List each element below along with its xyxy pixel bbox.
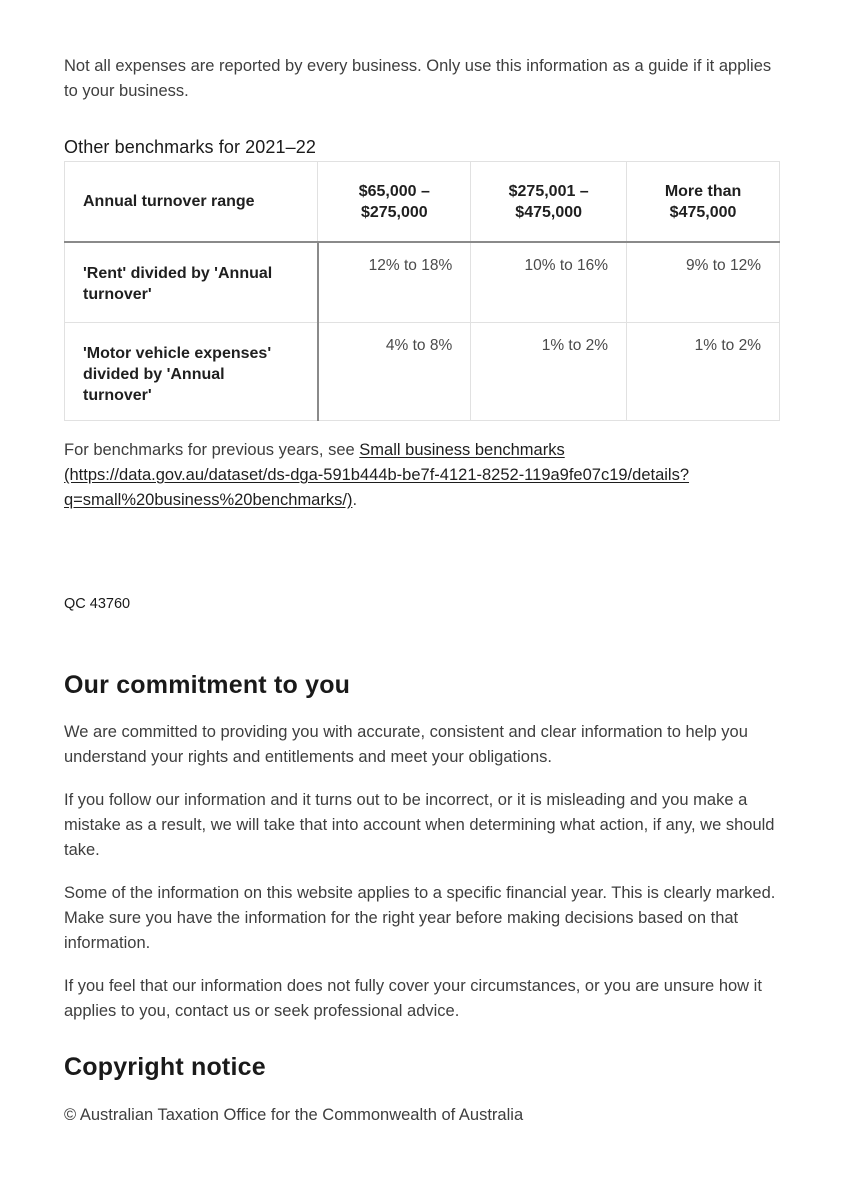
row-label-motor-vehicle xyxy=(65,322,318,420)
header-annual-turnover-range xyxy=(65,162,318,243)
table-cell: 12% to 18% xyxy=(318,242,471,322)
intro-paragraph: Not all expenses are reported by every business. Only use this information as a guide if it applies to your business. xyxy=(64,57,772,100)
table-cell: 9% to 12% xyxy=(627,242,780,322)
commitment-paragraph: If you follow our information and it turns out to be incorrect, or it is misleading and you make a mistake as a result, we will take that into account when determining what action, if any, we should take. xyxy=(64,791,775,859)
table-cell: 10% to 16% xyxy=(471,242,627,322)
row-label-line: divided by 'Annual xyxy=(83,365,225,383)
commitment-heading: Our commitment to you xyxy=(64,671,351,699)
qc-number: QC 43760 xyxy=(64,596,131,612)
row-label-line: turnover' xyxy=(83,386,152,404)
header-line: $65,000 – xyxy=(358,182,430,200)
header-line: Annual turnover range xyxy=(83,193,255,210)
table-header-row xyxy=(65,162,780,243)
header-line: $475,000 xyxy=(669,203,737,221)
header-line: $275,001 – xyxy=(508,182,589,200)
table-row-motor-vehicle xyxy=(65,322,780,420)
table-cell: 1% to 2% xyxy=(471,322,627,420)
previous-years-paragraph xyxy=(64,438,794,513)
header-line: $275,000 xyxy=(360,203,428,221)
header-range-2 xyxy=(471,162,627,243)
row-label-line: turnover' xyxy=(83,286,152,303)
row-label-rent xyxy=(65,242,318,322)
copyright-heading: Copyright notice xyxy=(64,1053,266,1081)
header-line: More than xyxy=(664,182,742,200)
commitment-paragraph: If you feel that our information does not fully cover your circumstances, or you are unsure how it applies to you, contact us or seek professional advice. xyxy=(64,977,762,1020)
table-caption: Other benchmarks for 2021–22 xyxy=(64,137,316,157)
commitment-section xyxy=(64,720,784,1042)
table-cell: 4% to 8% xyxy=(318,322,471,420)
commitment-paragraph: We are committed to providing you with accurate, consistent and clear information to help you understand your rights and entitlements and meet your obligations. xyxy=(64,723,748,766)
header-line: $475,000 xyxy=(515,203,583,221)
header-range-3 xyxy=(627,162,780,243)
commitment-paragraph: Some of the information on this website applies to a specific financial year. This is clearly marked. Make sure you have the information for the right year before making decisions based on that information. xyxy=(64,884,776,952)
previous-years-prefix: For benchmarks for previous years, see xyxy=(64,441,360,459)
row-label-line: 'Rent' divided by 'Annual xyxy=(83,265,273,282)
table-cell: 1% to 2% xyxy=(627,322,780,420)
table-row-rent xyxy=(65,242,780,322)
header-range-1 xyxy=(318,162,471,243)
copyright-text: © Australian Taxation Office for the Commonwealth of Australia xyxy=(64,1106,524,1124)
small-business-benchmarks-link[interactable]: Small business benchmarks (https://data.gov.au/dataset/ds-dga-591b444b-be7f-4121-8252-119a9fe07c19/details?q=small%20business%20benchmarks/) xyxy=(64,441,690,509)
previous-years-suffix: . xyxy=(352,491,358,509)
row-label-line: 'Motor vehicle expenses' xyxy=(83,344,272,362)
benchmarks-table xyxy=(64,161,780,421)
